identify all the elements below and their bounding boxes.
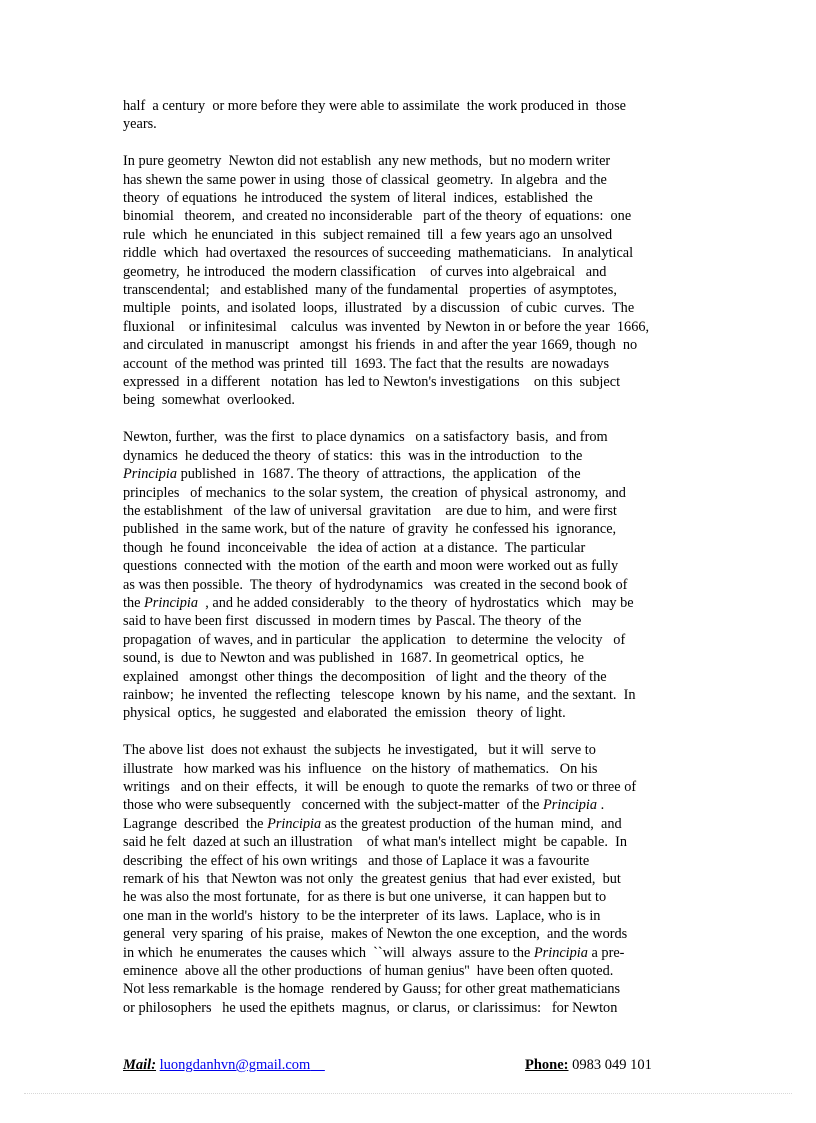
text-line xyxy=(123,391,703,409)
text-segment: said to have been first discussed in modern times by Pascal. The theory of the xyxy=(123,613,582,630)
text-segment: Lagrange described the xyxy=(123,815,268,832)
text-segment: illustrate how marked was his influence on the history of mathematics. On his xyxy=(123,760,598,777)
text-line xyxy=(123,244,703,262)
text-segment: , and he added considerably to the theory of hydrostatics which may be xyxy=(198,594,634,611)
text-line xyxy=(123,115,703,133)
text-line xyxy=(123,484,703,502)
text-line xyxy=(123,207,703,225)
text-segment: remark of his that Newton was not only the greatest genius that had ever existed, but xyxy=(123,871,621,888)
text-line xyxy=(123,318,703,336)
text-segment: fluxional or infinitesimal calculus was invented by Newton in or before the year 1666, xyxy=(123,318,650,335)
text-line xyxy=(123,502,703,520)
text-line xyxy=(123,594,703,612)
text-segment: writings and on their effects, it will be enough to quote the remarks of two or three of xyxy=(123,778,637,795)
text-segment: years. xyxy=(123,116,157,133)
text-segment: general very sparing of his praise, makes of Newton the one exception, and the words xyxy=(123,926,628,943)
text-line xyxy=(123,281,703,299)
text-segment: In pure geometry Newton did not establish any new methods, but no modern writer xyxy=(123,153,611,170)
text-segment: physical optics, he suggested and elaborated the emission theory of light. xyxy=(123,705,566,722)
text-line xyxy=(123,999,703,1017)
italic-title: Principia xyxy=(533,944,588,961)
text-line xyxy=(123,373,703,391)
text-segment: principles of mechanics to the solar system, the creation of physical astronomy, and xyxy=(123,484,626,501)
text-line xyxy=(123,189,703,207)
text-segment: published in 1687. The theory of attractions, the application of the xyxy=(177,466,581,483)
text-line xyxy=(123,631,703,649)
italic-title: Principia xyxy=(123,466,178,483)
text-segment: dynamics he deduced the theory of statics: this was in the introduction to the xyxy=(123,447,583,464)
text-segment: the xyxy=(123,594,145,611)
page-bottom-rule xyxy=(24,1093,792,1094)
text-segment: a pre- xyxy=(587,944,625,961)
text-segment: questions connected with the motion of the earth and moon were worked out as fully xyxy=(123,558,619,575)
text-line xyxy=(123,815,703,833)
text-line xyxy=(123,465,703,483)
text-line xyxy=(123,355,703,373)
text-line xyxy=(123,668,703,686)
text-line xyxy=(123,925,703,943)
text-line xyxy=(123,612,703,630)
text-segment: account of the method was printed till 1693. The fact that the results are nowadays xyxy=(123,355,610,372)
text-line xyxy=(123,649,703,667)
text-line xyxy=(123,704,703,722)
text-segment: The above list does not exhaust the subjects he investigated, but it will serve to xyxy=(123,742,596,759)
text-segment: Newton, further, was the first to place dynamics on a satisfactory basis, and from xyxy=(123,429,608,446)
text-line xyxy=(123,796,703,814)
text-segment: the establishment of the law of universal gravitation are due to him, and were first xyxy=(123,502,617,519)
italic-title: Principia xyxy=(267,815,322,832)
paragraph xyxy=(123,428,703,723)
text-segment: sound, is due to Newton and was published in 1687. In geometrical optics, he xyxy=(123,650,584,667)
text-segment: expressed in a different notation has led to Newton's investigations on this subject xyxy=(123,374,621,391)
text-line xyxy=(123,962,703,980)
text-segment: one man in the world's history to be the interpreter of its laws. Laplace, who is in xyxy=(123,907,601,924)
text-segment: describing the effect of his own writings and those of Laplace it was a favourite xyxy=(123,852,590,869)
paragraph xyxy=(123,152,703,410)
text-segment: those who were subsequently concerned with the subject-matter of the xyxy=(123,797,544,814)
text-segment: published in the same work, but of the nature of gravity he confessed his ignorance, xyxy=(123,521,617,538)
phone-number: 0983 049 101 xyxy=(572,1057,652,1073)
text-line xyxy=(123,520,703,538)
text-segment: riddle which had overtaxed the resources of succeeding mathematicians. In analytical xyxy=(123,245,634,262)
text-line xyxy=(123,870,703,888)
mail-contact xyxy=(123,1057,325,1073)
text-line xyxy=(123,263,703,281)
text-segment: said he felt dazed at such an illustration of what man's intellect might be capable. In xyxy=(123,834,628,851)
text-segment: as the greatest production of the human mind, and xyxy=(321,815,622,832)
text-line xyxy=(123,171,703,189)
text-line xyxy=(123,299,703,317)
text-segment: explained amongst other things the decomposition of light and the theory of the xyxy=(123,668,607,685)
mail-link-trail xyxy=(310,1057,325,1073)
phone-contact xyxy=(525,1057,652,1074)
text-line xyxy=(123,980,703,998)
text-line xyxy=(123,852,703,870)
text-line xyxy=(123,152,703,170)
text-segment: rainbow; he invented the reflecting telescope known by his name, and the sextant. In xyxy=(123,686,636,703)
text-segment: Not less remarkable is the homage rendered by Gauss; for other great mathematicians xyxy=(123,981,621,998)
text-line xyxy=(123,760,703,778)
text-line xyxy=(123,428,703,446)
text-line xyxy=(123,907,703,925)
text-segment: eminence above all the other productions of human genius'' have been often quoted. xyxy=(123,963,614,980)
text-segment: he was also the most fortunate, for as there is but one universe, it can happen but to xyxy=(123,889,607,906)
footer xyxy=(123,1057,683,1077)
text-segment: rule which he enunciated in this subject remained till a few years ago an unsolved xyxy=(123,226,613,243)
text-segment: or philosophers he used the epithets magnus, or clarus, or clarissimus: for Newton xyxy=(123,999,618,1016)
text-segment: multiple points, and isolated loops, illustrated by a discussion of cubic curves. The xyxy=(123,300,635,317)
text-line xyxy=(123,557,703,575)
text-line xyxy=(123,833,703,851)
text-segment: has shewn the same power in using those of classical geometry. In algebra and the xyxy=(123,171,607,188)
italic-title: Principia xyxy=(543,797,598,814)
text-segment: being somewhat overlooked. xyxy=(123,392,295,409)
paragraph xyxy=(123,97,703,134)
text-line xyxy=(123,226,703,244)
text-segment: theory of equations he introduced the system of literal indices, established the xyxy=(123,190,593,207)
text-line xyxy=(123,97,703,115)
text-segment: geometry, he introduced the modern classification of curves into algebraical and xyxy=(123,263,607,280)
text-segment: and circulated in manuscript amongst his friends in and after the year 1669, though no xyxy=(123,337,638,354)
body-text xyxy=(123,97,703,1036)
text-segment: though he found inconceivable the idea of action at a distance. The particular xyxy=(123,539,586,556)
text-line xyxy=(123,888,703,906)
text-line xyxy=(123,539,703,557)
paragraph xyxy=(123,741,703,1017)
text-segment: transcendental; and established many of the fundamental properties of asymptotes, xyxy=(123,282,617,299)
text-line xyxy=(123,576,703,594)
text-segment: as was then possible. The theory of hydrodynamics was created in the second book of xyxy=(123,576,628,593)
text-segment: half a century or more before they were able to assimilate the work produced in those xyxy=(123,98,626,114)
phone-label: Phone: xyxy=(525,1057,569,1073)
text-segment: . xyxy=(597,797,605,814)
text-line xyxy=(123,944,703,962)
text-line xyxy=(123,741,703,759)
text-line xyxy=(123,336,703,354)
text-segment: propagation of waves, and in particular the application to determine the velocity of xyxy=(123,631,626,648)
text-line xyxy=(123,447,703,465)
text-line xyxy=(123,778,703,796)
text-segment: in which he enumerates the causes which ``will always assure to the xyxy=(123,944,534,961)
mail-label: Mail: xyxy=(123,1057,157,1073)
text-line xyxy=(123,686,703,704)
mail-link[interactable]: luongdanhvn@gmail.com xyxy=(159,1057,311,1073)
italic-title: Principia xyxy=(144,594,199,611)
text-segment: binomial theorem, and created no inconsiderable part of the theory of equations: one xyxy=(123,208,632,225)
